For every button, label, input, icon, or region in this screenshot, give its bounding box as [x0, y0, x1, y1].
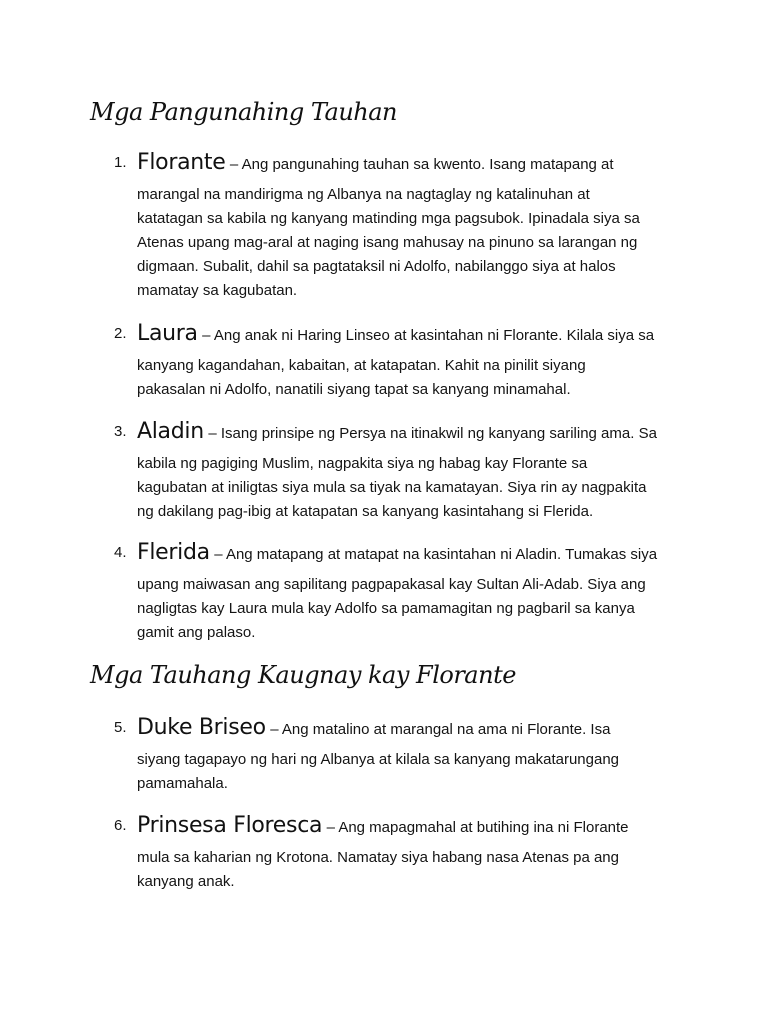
description-line: digmaan. Subalit, dahil sa pagtataksil ni Adolfo, nabilanggo siya at halos — [137, 258, 616, 275]
description-continuation — [137, 748, 697, 796]
description-first-line: Isang prinsipe ng Persya na itinakwil ng kanyang sariling ama. Sa — [220, 425, 657, 442]
character-name: Prinsesa Floresca — [137, 813, 323, 838]
description-line: mula sa kaharian ng Krotona. Namatay siya habang nasa Atenas pa ang — [137, 849, 619, 866]
description-first-line: Ang mapagmahal at butihing ina ni Florante — [338, 819, 629, 836]
description-line: pamamahala. — [137, 775, 228, 792]
em-dash: – — [214, 546, 226, 563]
item-first-line — [137, 420, 657, 446]
character-name: Duke Briseo — [137, 715, 266, 740]
description-line: katatagan sa kabila ng kanyang matinding mga pagsubok. Ipinadala siya sa — [137, 210, 640, 227]
em-dash: – — [202, 327, 214, 344]
item-number: 3. — [114, 423, 127, 440]
description-continuation — [137, 846, 697, 894]
item-first-line — [137, 541, 657, 567]
description-line: gamit ang palaso. — [137, 624, 256, 641]
description-line: pakasalan ni Adolfo, nanatili siyang tapat sa kanyang minamahal. — [137, 381, 571, 398]
character-name: Florante — [137, 150, 226, 175]
description-line: kanyang kagandahan, kabaitan, at katapatan. Kahit na pinilit siyang — [137, 357, 586, 374]
item-first-line — [137, 814, 629, 840]
description-continuation — [137, 452, 697, 524]
item-first-line — [137, 716, 610, 742]
description-line: kabila ng pagiging Muslim, nagpakita siya ng habag kay Florante sa — [137, 455, 588, 472]
description-line: upang maiwasan ang sapilitang pagpapakasal kay Sultan Ali-Adab. Siya ang — [137, 576, 646, 593]
description-first-line: Ang matalino at marangal na ama ni Florante. Isa — [281, 721, 611, 738]
character-name: Aladin — [137, 419, 204, 444]
item-number: 2. — [114, 325, 127, 342]
description-line: siyang tagapayo ng hari ng Albanya at kilala sa kanyang makatarungang — [137, 751, 619, 768]
em-dash: – — [229, 156, 242, 173]
description-line: marangal na mandirigma ng Albanya na nagtaglay ng katalinuhan at — [137, 186, 590, 203]
section-heading-main-characters: Mga Pangunahing Tauhan — [90, 98, 398, 126]
em-dash: – — [208, 425, 221, 442]
description-line: mamatay sa kagubatan. — [137, 282, 298, 299]
description-line: ng dakilang pag-ibig at katapatan sa kanyang kasintahang si Flerida. — [137, 503, 594, 520]
character-name: Laura — [137, 321, 198, 346]
description-line: Atenas upang mag-aral at naging isang mahusay na pinuno sa larangan ng — [137, 234, 638, 251]
item-number: 5. — [114, 719, 127, 736]
em-dash: – — [326, 819, 339, 836]
description-first-line: Ang pangunahing tauhan sa kwento. Isang matapang at — [241, 156, 614, 173]
item-number: 1. — [114, 154, 127, 171]
item-number: 6. — [114, 817, 127, 834]
description-first-line: Ang matapang at matapat na kasintahan ni Aladin. Tumakas siya — [225, 546, 658, 563]
description-line: kagubatan at iniligtas siya mula sa tiyak na kamatayan. Siya rin ay nagpakita — [137, 479, 647, 496]
description-first-line: Ang anak ni Haring Linseo at kasintahan ni Florante. Kilala siya sa — [213, 327, 655, 344]
description-continuation — [137, 354, 697, 402]
section-heading-related-characters: Mga Tauhang Kaugnay kay Florante — [90, 661, 516, 689]
description-continuation — [137, 183, 697, 303]
item-first-line — [137, 151, 614, 177]
description-line: kanyang anak. — [137, 873, 235, 890]
description-line: nagligtas kay Laura mula kay Adolfo sa pamamagitan ng pagbaril sa kanya — [137, 600, 635, 617]
item-first-line — [137, 322, 654, 348]
character-name: Flerida — [137, 540, 210, 565]
em-dash: – — [270, 721, 282, 738]
item-number: 4. — [114, 544, 127, 561]
description-continuation — [137, 573, 697, 645]
